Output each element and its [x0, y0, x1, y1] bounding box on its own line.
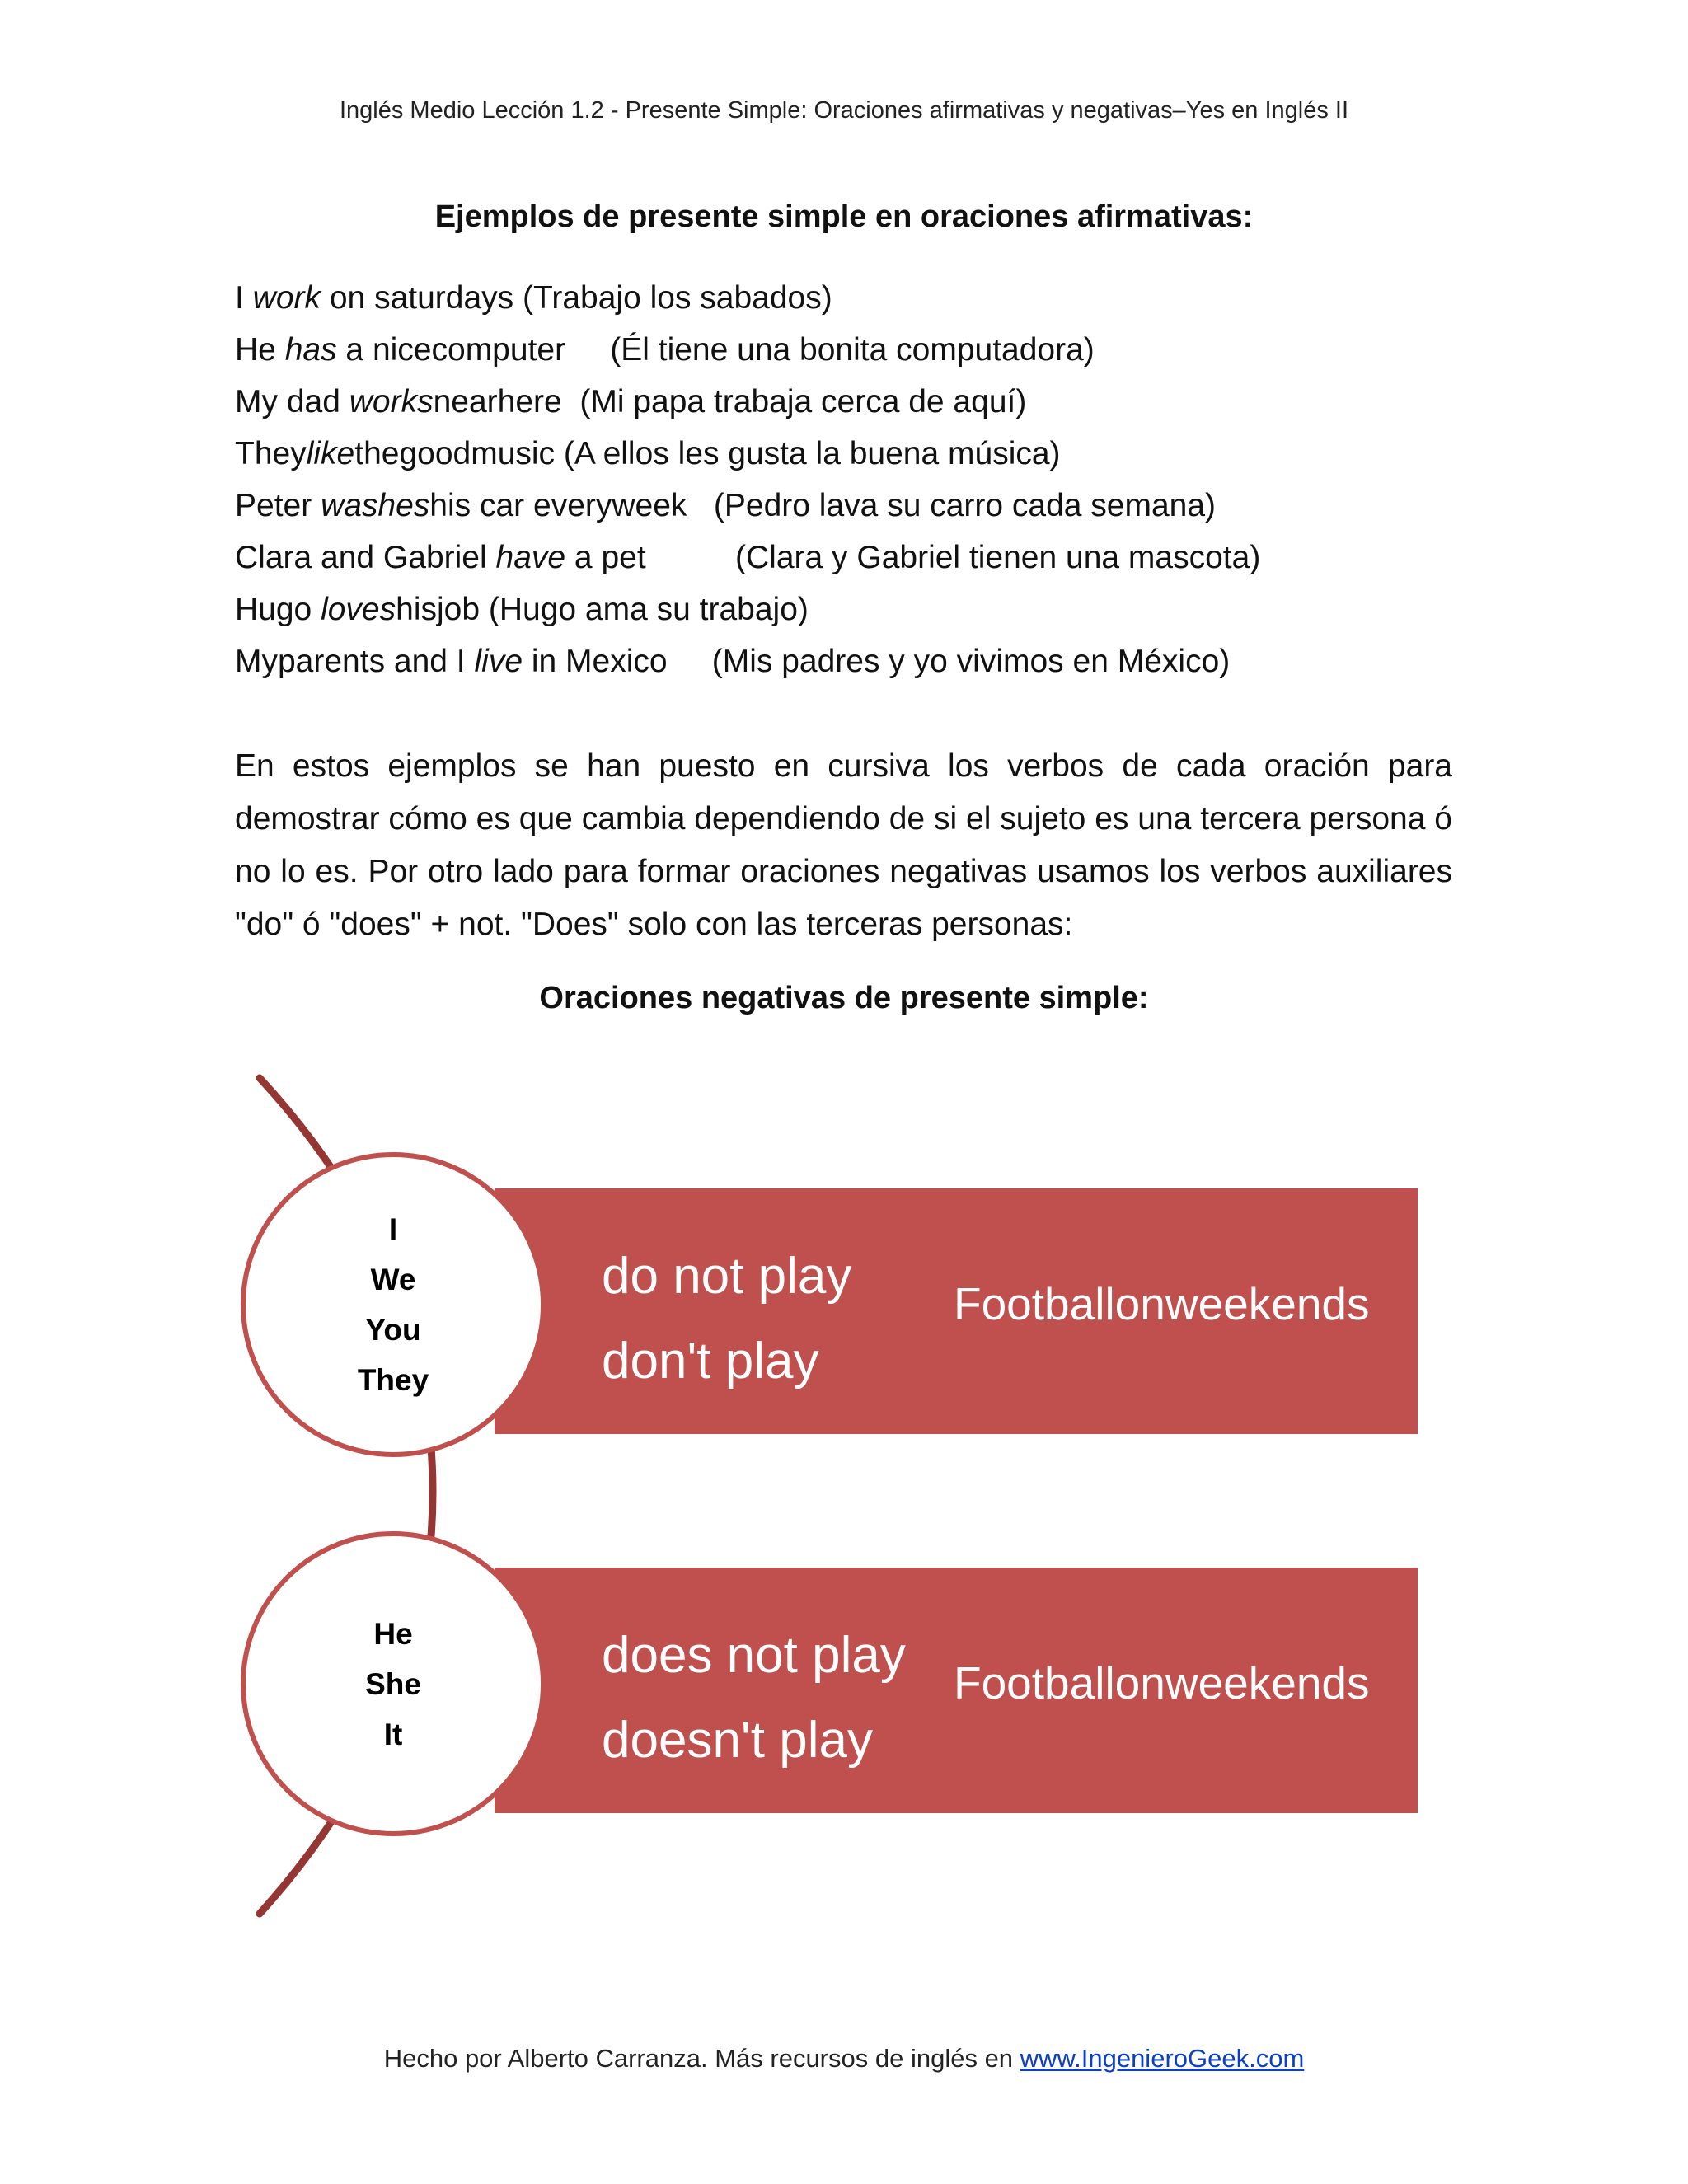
example-verb: live: [474, 644, 523, 679]
page-footer: [0, 2044, 1688, 2074]
negative-forms-diagram: [0, 1063, 1688, 1937]
example-verb: washes: [321, 488, 430, 523]
example-line: Theylikethegoodmusic (A ellos les gusta la buena música): [235, 436, 1061, 471]
verb-contraction: don't play: [602, 1333, 819, 1390]
example-verb: have: [495, 540, 566, 575]
subject-pronoun: He: [373, 1616, 413, 1651]
example-line: My dad worksnearhere (Mi papa trabaja cerca de aquí): [235, 384, 1027, 419]
negative-row-bar-third-person: [495, 1568, 1418, 1813]
page-header: Inglés Medio Lección 1.2 - Presente Simple: Oraciones afirmativas y negativas–Yes en Inglés II: [339, 97, 1349, 124]
verb-forms: [602, 1613, 906, 1783]
example-line: He has a nicecomputer (Él tiene una bonita computadora): [235, 332, 1095, 368]
example-verb: works: [349, 384, 434, 419]
subject-circle-third-person: [241, 1531, 546, 1836]
explanation-paragraph: En estos ejemplos se han puesto en cursiva los verbos de cada oración para demostrar cómo es que cambia dependiendo de si el sujeto es una tercera persona ó no lo es. Por otro lado para formar oraciones negativas usamos los verbos auxiliares "do" ó "does" + not. "Does" solo con las terceras personas:: [235, 748, 1452, 942]
example-verb: like: [306, 436, 355, 471]
example-verb: work: [252, 280, 321, 316]
subject-pronoun: We: [370, 1263, 416, 1296]
verb-forms: [602, 1234, 851, 1404]
example-line: Clara and Gabriel have a pet (Clara y Gabriel tienen una mascota): [235, 540, 1261, 575]
subject-pronoun: They: [357, 1363, 429, 1397]
example-line: Peter washeshis car everyweek (Pedro lava su carro cada semana): [235, 488, 1217, 523]
subject-pronoun: It: [383, 1717, 403, 1751]
sentence-object: Footballonweekends: [954, 1278, 1370, 1329]
verb-full-form: do not play: [602, 1248, 852, 1305]
sentence-object: Footballonweekends: [954, 1657, 1370, 1708]
negative-row-bar-first: [495, 1188, 1418, 1434]
subject-pronoun: I: [388, 1212, 398, 1246]
negative-section-title: Oraciones negativas de presente simple:: [539, 981, 1149, 1015]
example-line: I work on saturdays (Trabajo los sabados): [235, 280, 832, 316]
example-line: Hugo loveshisjob (Hugo ama su trabajo): [235, 592, 809, 627]
verb-contraction: doesn't play: [602, 1712, 873, 1769]
footer-text: Hecho por Alberto Carranza. Más recursos de inglés en: [383, 2044, 1020, 2073]
affirmative-section-title: Ejemplos de presente simple en oraciones afirmativas:: [434, 199, 1254, 234]
example-verb: has: [284, 332, 337, 368]
affirmative-examples-list: [235, 272, 1471, 687]
example-line: Myparents and I live in Mexico (Mis padres y yo vivimos en México): [235, 644, 1231, 679]
verb-full-form: does not play: [602, 1627, 906, 1684]
footer-link[interactable]: www.IngenieroGeek.com: [1020, 2044, 1305, 2073]
example-verb: loves: [321, 592, 396, 627]
subject-circle-first: [241, 1152, 546, 1457]
subject-pronoun: She: [365, 1666, 421, 1701]
subject-pronoun: You: [365, 1313, 421, 1347]
